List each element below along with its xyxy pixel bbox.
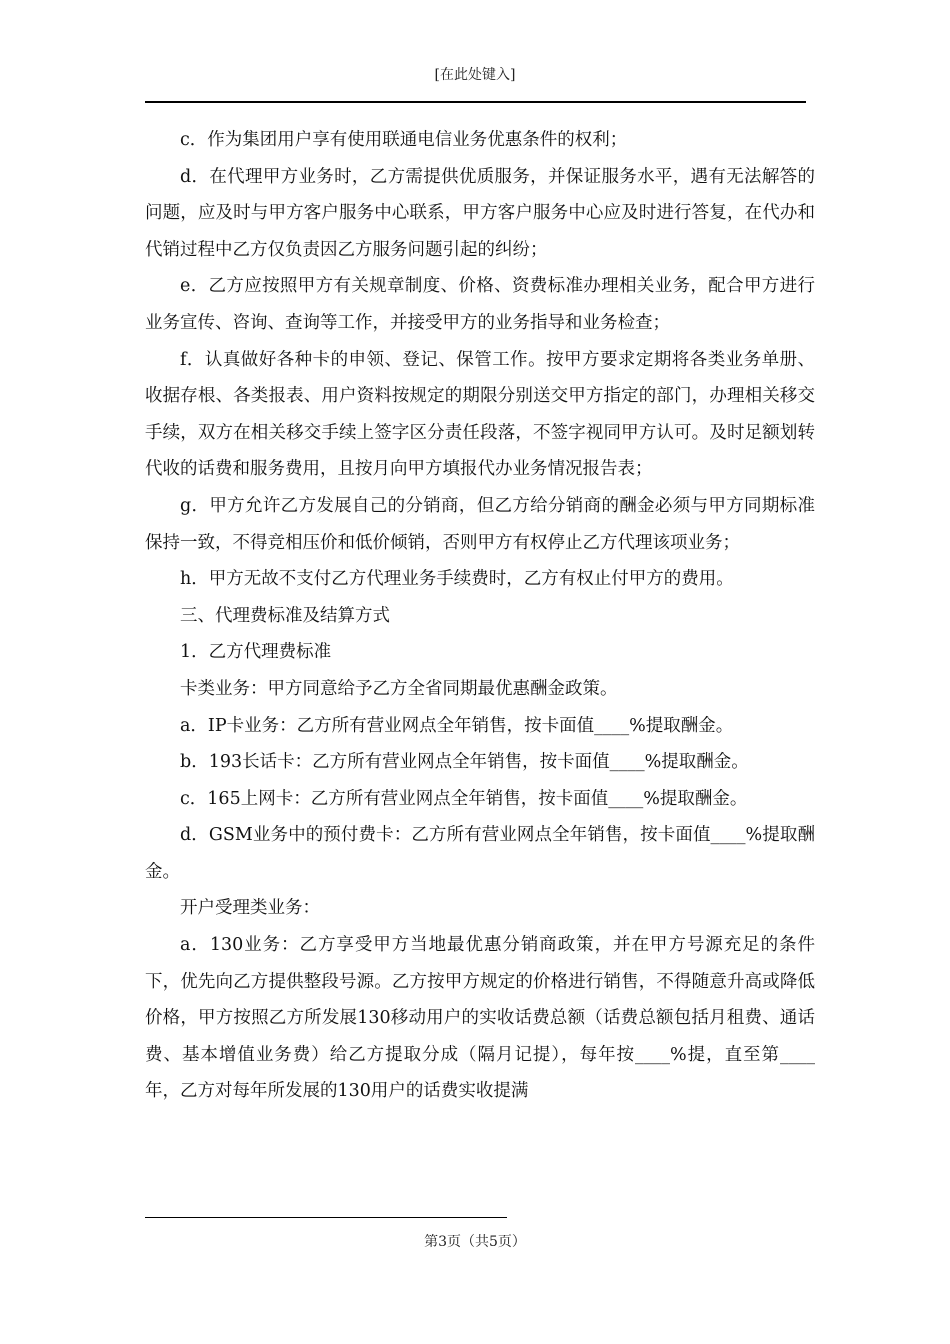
paragraph: e．乙方应按照甲方有关规章制度、价格、资费标准办理相关业务，配合甲方进行业务宣传、咨询、查询等工作，并接受甲方的业务指导和业务检查；: [145, 276, 815, 333]
paragraph: c．作为集团用户享有使用联通电信业务优惠条件的权利；: [180, 130, 628, 150]
paragraph: 开户受理类业务：: [180, 898, 320, 919]
paragraph: f．认真做好各种卡的申领、登记、保管工作。按甲方要求定期将各类业务单册、收据存根、各类报表、用户资料按规定的期限分别送交甲方指定的部门，办理相关移交手续，双方在相关移交手续上签字区分责任段落，不签字视同甲方认可。及时足额划转代收的话费和服务费用，且按月向甲方填报代办业务情况报告表；: [145, 349, 815, 480]
paragraph: a．IP卡业务：乙方所有营业网点全年销售，按卡面值____%提取酬金。: [180, 715, 734, 736]
document-body: [145, 122, 815, 1110]
paragraph: b．193长话卡：乙方所有营业网点全年销售，按卡面值____%提取酬金。: [180, 752, 749, 773]
page-header: [在此处键入]: [434, 67, 516, 83]
paragraph: g．甲方允许乙方发展自己的分销商，但乙方给分销商的酬金必须与甲方同期标准保持一致，不得竞相压价和低价倾销，否则甲方有权停止乙方代理该项业务；: [145, 495, 815, 553]
paragraph: d．在代理甲方业务时，乙方需提供优质服务，并保证服务水平，遇有无法解答的问题，应及时与甲方客户服务中心联系，甲方客户服务中心应及时进行答复，在代办和代销过程中乙方仅负责因乙方服务问题引起的纠纷；: [145, 166, 815, 260]
page-footer: 第3页（共5页）: [424, 1234, 526, 1250]
subsection-heading: 1．乙方代理费标准: [180, 642, 332, 663]
footer-rule: [145, 1217, 507, 1218]
paragraph: c．165上网卡：乙方所有营业网点全年销售，按卡面值____%提取酬金。: [180, 788, 748, 809]
paragraph: d．GSM业务中的预付费卡：乙方所有营业网点全年销售，按卡面值____%提取酬金。: [145, 825, 815, 882]
section-heading: 三、代理费标准及结算方式: [180, 605, 390, 626]
paragraph: a．130业务：乙方享受甲方当地最优惠分销商政策，并在甲方号源充足的条件下，优先向乙方提供整段号源。乙方按甲方规定的价格进行销售，不得随意升高或降低价格，甲方按照乙方所发展130移动用户的实收话费总额（话费总额包括月租费、通话费、基本增值业务费）给乙方提取分成（隔月记提），每年按____%提，直至第____年，乙方对每年所发展的130用户的话费实收提满: [145, 935, 815, 1102]
paragraph: 卡类业务：甲方同意给予乙方全省同期最优惠酬金政策。: [180, 678, 618, 699]
header-rule: [145, 101, 806, 103]
paragraph: h．甲方无故不支付乙方代理业务手续费时，乙方有权止付甲方的费用。: [180, 569, 734, 590]
